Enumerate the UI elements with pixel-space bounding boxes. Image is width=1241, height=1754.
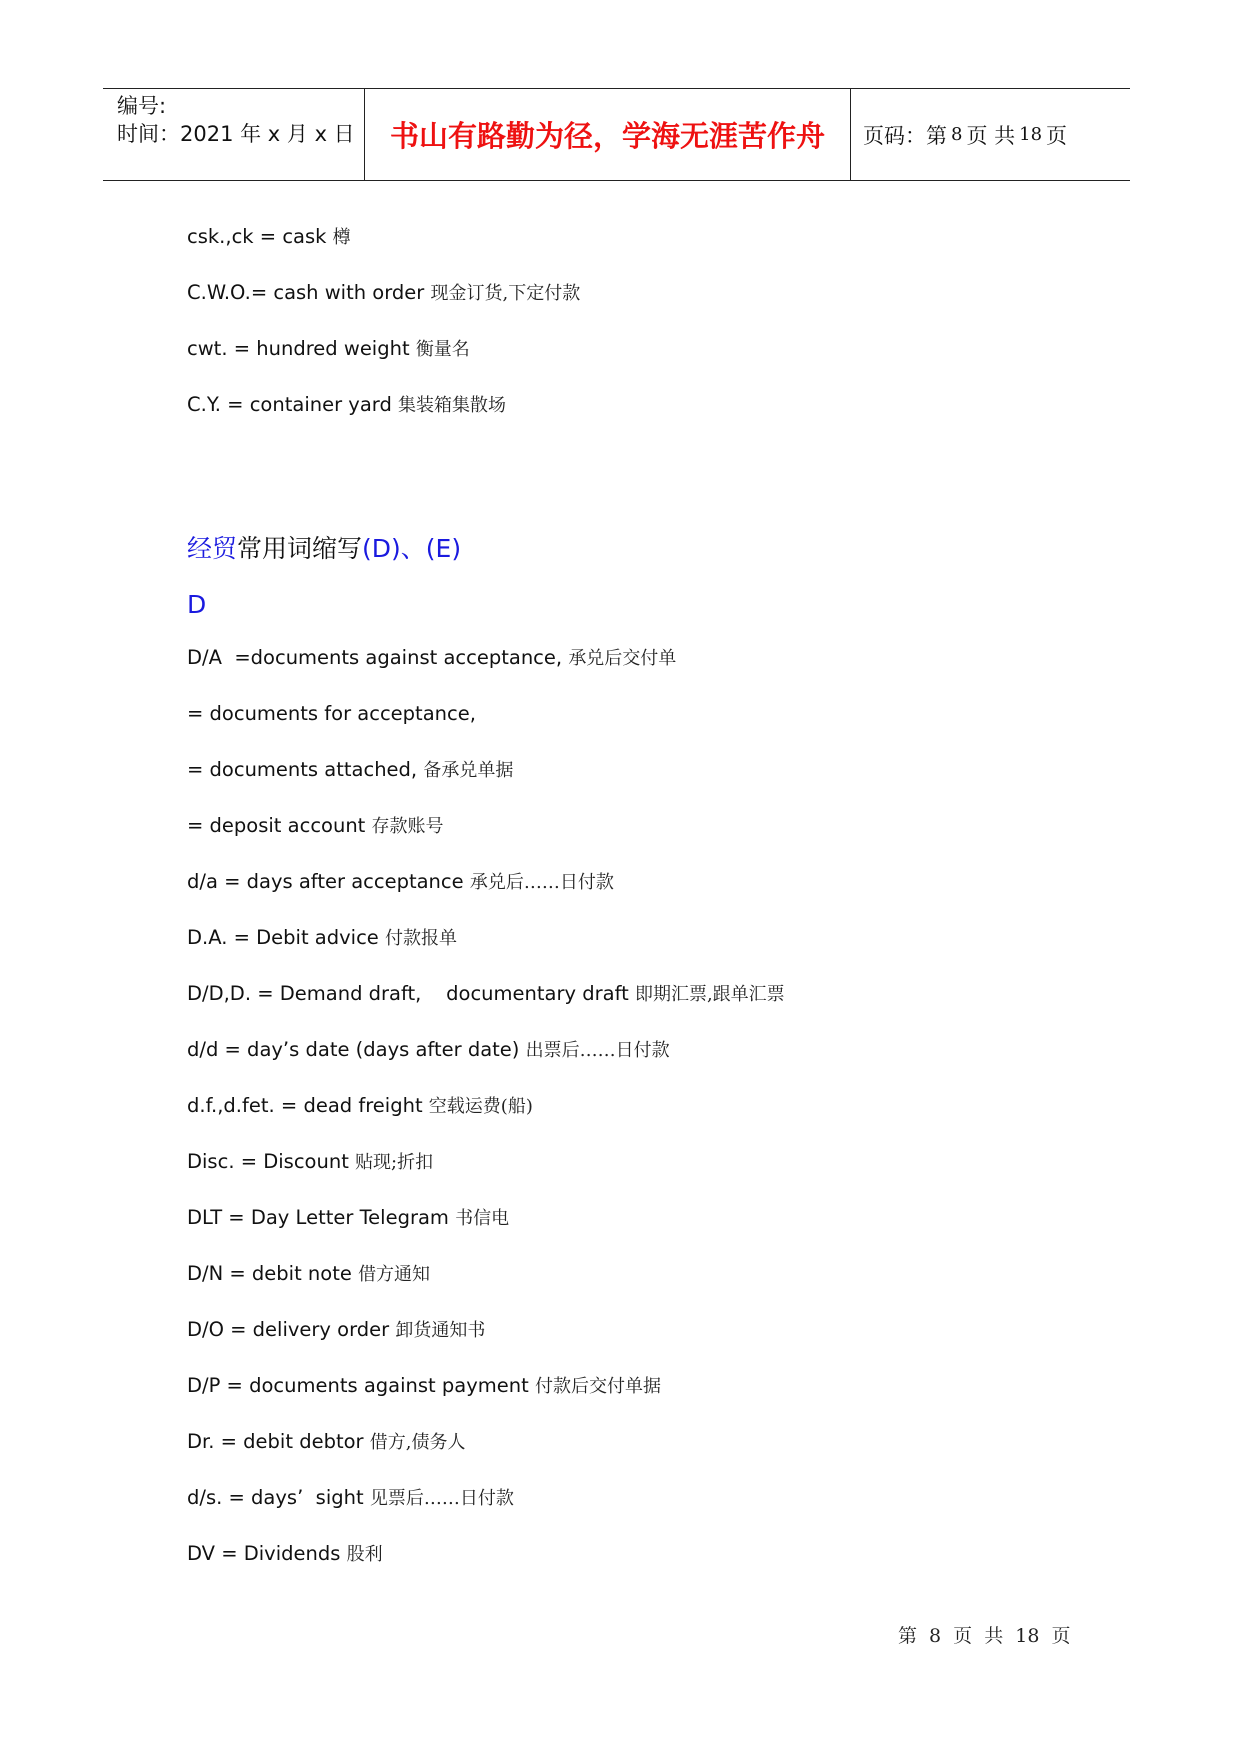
list-item bbox=[187, 979, 1137, 1035]
list-item bbox=[187, 278, 1137, 334]
term-en: = documents for acceptance, bbox=[187, 702, 476, 725]
page-header bbox=[103, 88, 1130, 181]
list-item bbox=[187, 222, 1137, 278]
term-en: D/O = delivery order bbox=[187, 1318, 396, 1341]
term-cn: 存款账号 bbox=[371, 816, 444, 837]
term-cn: 书信电 bbox=[455, 1208, 510, 1229]
term-cn: 空载运费(船) bbox=[428, 1096, 533, 1117]
document-number-label: 编号: bbox=[117, 94, 167, 118]
term-en: = documents attached, bbox=[187, 758, 424, 781]
term-en: D/A =documents against acceptance, bbox=[187, 646, 569, 669]
page-suffix: 页 bbox=[1046, 123, 1068, 148]
term-cn: 备承兑单据 bbox=[423, 760, 514, 781]
term-cn: 借方,债务人 bbox=[369, 1432, 466, 1453]
term-en: DV = Dividends bbox=[187, 1542, 347, 1565]
section-spacer bbox=[187, 446, 1137, 532]
header-meta-cell bbox=[103, 89, 365, 180]
term-en: d/a = days after acceptance bbox=[187, 870, 470, 893]
page-current: 8 bbox=[951, 124, 963, 145]
page-mid: 页 共 bbox=[966, 123, 1016, 148]
term-en: D/D,D. = Demand draft, documentary draft bbox=[187, 982, 635, 1005]
term-en: DLT = Day Letter Telegram bbox=[187, 1206, 456, 1229]
list-item bbox=[187, 1427, 1137, 1483]
term-en: cwt. = hundred weight bbox=[187, 337, 416, 360]
list-item bbox=[187, 1203, 1137, 1259]
term-cn: 见票后……日付款 bbox=[369, 1488, 514, 1509]
term-en: Disc. = Discount bbox=[187, 1150, 356, 1173]
list-item bbox=[187, 1035, 1137, 1091]
list-item bbox=[187, 755, 1137, 811]
document-body bbox=[187, 222, 1137, 1595]
term-en: C.Y. = container yard bbox=[187, 393, 399, 416]
term-en: D/P = documents against payment bbox=[187, 1374, 535, 1397]
list-item bbox=[187, 334, 1137, 390]
term-cn: 卸货通知书 bbox=[395, 1320, 486, 1341]
term-en: Dr. = debit debtor bbox=[187, 1430, 370, 1453]
term-cn: 承兑后……日付款 bbox=[469, 872, 614, 893]
list-item bbox=[187, 1259, 1137, 1315]
term-en: D.A. = Debit advice bbox=[187, 926, 385, 949]
list-item bbox=[187, 867, 1137, 923]
term-en: = deposit account bbox=[187, 814, 372, 837]
section-heading-part1: 经贸 bbox=[187, 534, 238, 563]
list-item bbox=[187, 811, 1137, 867]
term-cn: 付款后交付单据 bbox=[534, 1376, 661, 1397]
term-cn: 贴现;折扣 bbox=[355, 1152, 434, 1173]
term-cn: 现金订货,下定付款 bbox=[430, 283, 581, 304]
term-cn: 即期汇票,跟单汇票 bbox=[634, 984, 785, 1005]
term-cn: 出票后……日付款 bbox=[525, 1040, 670, 1061]
header-page-number bbox=[851, 89, 1130, 180]
term-en: csk.,ck = cask bbox=[187, 225, 333, 248]
term-en: d/d = day’s date (days after date) bbox=[187, 1038, 526, 1061]
term-en: D/N = debit note bbox=[187, 1262, 359, 1285]
term-en: C.W.O.= cash with order bbox=[187, 281, 431, 304]
term-cn: 集装箱集散场 bbox=[398, 395, 507, 416]
list-item bbox=[187, 923, 1137, 979]
list-item bbox=[187, 390, 1137, 446]
list-item bbox=[187, 1483, 1137, 1539]
term-cn: 承兑后交付单 bbox=[568, 648, 677, 669]
section-heading bbox=[187, 532, 1137, 588]
list-item bbox=[187, 1371, 1137, 1427]
list-item bbox=[187, 643, 1137, 699]
term-en: d.f.,d.fet. = dead freight bbox=[187, 1094, 429, 1117]
section-heading-part3: (D)、(E) bbox=[362, 534, 462, 563]
term-cn: 付款报单 bbox=[385, 928, 457, 949]
list-item bbox=[187, 1147, 1137, 1203]
list-item bbox=[187, 1315, 1137, 1371]
term-en: d/s. = days’ sight bbox=[187, 1486, 370, 1509]
document-time-label: 时间：2021 年 x 月 x 日 bbox=[117, 122, 355, 146]
page-total: 18 bbox=[1019, 124, 1043, 145]
term-cn: 股利 bbox=[346, 1544, 383, 1565]
page-prefix: 页码：第 bbox=[863, 123, 947, 148]
header-motto: 书山有路勤为径，学海无涯苦作舟 bbox=[365, 89, 851, 180]
term-cn: 借方通知 bbox=[358, 1264, 431, 1285]
term-cn: 樽 bbox=[332, 227, 351, 248]
list-item bbox=[187, 1539, 1137, 1595]
term-cn: 衡量名 bbox=[415, 339, 470, 360]
section-letter: D bbox=[187, 590, 207, 619]
list-item bbox=[187, 699, 1137, 755]
page-footer: 第 8 页 共 18 页 bbox=[898, 1625, 1071, 1647]
section-heading-part2: 常用词缩写 bbox=[237, 534, 363, 563]
list-item bbox=[187, 1091, 1137, 1147]
